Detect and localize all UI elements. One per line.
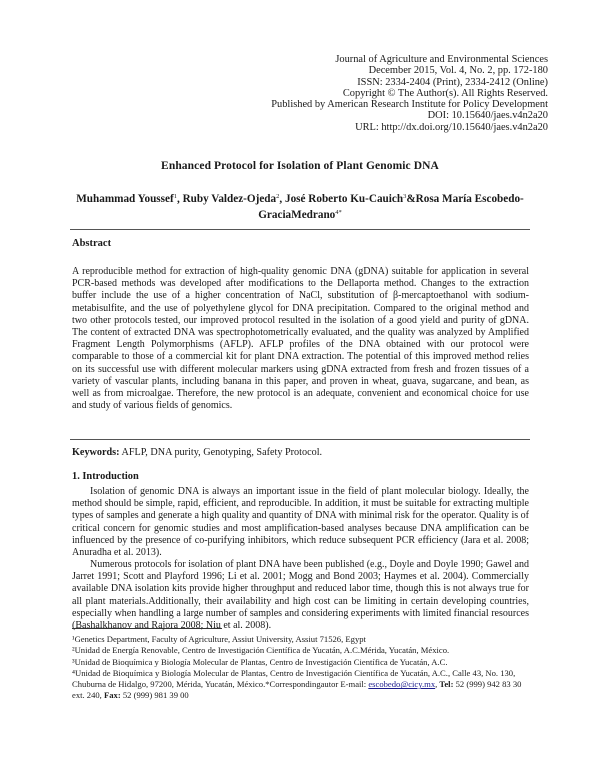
intro-paragraph-1: Isolation of genomic DNA is always an important issue in the field of plant molecular biology. Ideally, the method should be simple, rapid, efficient, and reproducible. In addition, it must be suitable for extracting multiple types of samples and generate a high quality and quantity of DNA with minimal risk for the operator. Quality is of critical concern for genomic studies and most amplification-based analyses because DNA amplification can be influenced by the presence of co-purifying inhibitors, which reduce subsequent PCR efficiency (Jara et al. 2008; Anuradha et al. 2013).: [72, 486, 529, 559]
fax-number: 52 (999) 981 39 00: [120, 690, 189, 701]
author-list: Muhammad Youssef$^1$, Ruby Valdez-Ojeda$^2$, José Roberto Ku-Cauich$^3$&Rosa María Escobedo-GraciaMedrano$^{4*}$: [76, 193, 524, 221]
footnote-1: ¹Genetics Department, Faculty of Agriculture, Assiut University, Assiut 71526, Egypt: [72, 634, 366, 644]
keywords-line: [72, 447, 322, 458]
footnote-text: Chuburna de Hidalgo, 97200, Mérida, Yucatán, México.*Correspondingautor E-mail:: [72, 679, 369, 690]
affiliation-marker: 2: [276, 193, 280, 200]
journal-issue: December 2015, Vol. 4, No. 2, pp. 172-180: [368, 65, 548, 77]
author-name: José Roberto Ku-Cauich: [284, 193, 404, 205]
author-name: Ruby Valdez-Ojeda: [182, 193, 277, 205]
affiliation-marker: 1: [173, 193, 177, 200]
doi-line: DOI: 10.15640/jaes.v4n2a20: [427, 110, 548, 122]
email-link[interactable]: escobedo@cicy.mx: [368, 679, 436, 690]
section-heading: 1. Introduction: [72, 471, 139, 482]
footnotes: [72, 634, 532, 702]
journal-issn: ISSN: 2334-2404 (Print), 2334-2412 (Online): [357, 76, 548, 88]
abstract-top-rule: [70, 229, 530, 230]
abstract-heading: Abstract: [72, 238, 112, 249]
footnote-4-line-1: ⁴Unidad de Bioquímica y Biología Molecular de Plantas, Centro de Investigación Científica de Yucatán, A.C., Calle 43, No. 130,: [72, 667, 516, 678]
footnote-text: ext. 240,: [72, 690, 104, 701]
intro-paragraph-2: Numerous protocols for isolation of plant DNA have been published (e.g., Doyle and Doyle 1990; Gawel and Jarret 1991; Scott and Playford 1996; Li et al. 2001; Mogg and Bond 2003; Haymes et al. 2004). Commercially available DNA isolation kits provide higher throughput and reduced labor time, though this is not always true for all plant materials.Additionally, their availability and high cost can be limiting in certain developing countries, especially when handling a large number of samples and considering experiments with limited financial resources (Bashalkhanov and Rajora 2008; Niu et al. 2008).: [72, 559, 529, 632]
footnote-text: ,: [435, 679, 440, 690]
fax-label: Fax:: [103, 690, 121, 701]
copyright-line: Copyright © The Author(s). All Rights Reserved.: [342, 87, 548, 99]
footnote-separator: [72, 628, 222, 629]
footnote-4-line-3: [72, 690, 532, 701]
paper-title: Enhanced Protocol for Isolation of Plant Genomic DNA: [161, 160, 439, 172]
journal-header: [271, 54, 548, 133]
affiliation-marker: 4*: [335, 209, 342, 216]
tel-number: 52 (999) 942 83 30: [453, 679, 522, 690]
footnote-2: ²Unidad de Energía Renovable, Centro de Investigación Científica de Yucatán, A.C.Mérida, Yucatán, México.: [72, 645, 450, 656]
footnote-4-line-2: [72, 679, 532, 690]
abstract-text: A reproducible method for extraction of high-quality genomic DNA (gDNA) suitable for application in several PCR-based methods was developed after modifications to the Dellaporta method. Changes to the extraction buffer include the use of a higher concentration of NaCl, substitution of β-mercaptoethanol with sodium-metabisulfite, and the use of polyethylene glycol for DNA precipitation. Compared to the original method and two other protocols tested, our improved protocol resulted in the isolation of a good yield and purity of gDNA. The content of extracted DNA was spectrophotometrically evaluated, and the quality was analyzed by Amplified Fragment Length Polymorphisms (AFLP). AFLP profiles of the DNA obtained with our protocol were comparable to those of a commercial kit for plant DNA extraction. The potential of this improved method relies on its successful use with different molecular markers using gDNA extracted from fresh and frozen tissues of a variety of vascular plants, including banana in this paper, and proven in wheat, guava, sugarcane, and bean, as well as from microalgae. Therefore, the new protocol is an adequate, convenient and economical choice for use and study of various fields of genomics.: [72, 266, 529, 412]
keywords-text: AFLP, DNA purity, Genotyping, Safety Protocol.: [121, 447, 323, 458]
keywords-label: Keywords:: [72, 447, 120, 458]
journal-name: Journal of Agriculture and Environmental Sciences: [335, 54, 548, 65]
author-name: Muhammad Youssef: [76, 193, 174, 205]
author-name: Rosa María Escobedo-GraciaMedrano: [258, 193, 524, 221]
footnote-3: ³Unidad de Bioquímica y Biología Molecular de Plantas, Centro de Investigación Científica de Yucatán, A.C.: [72, 656, 448, 667]
url-line: URL: http://dx.doi.org/10.15640/jaes.v4n2a20: [355, 121, 548, 133]
abstract-bottom-rule: [70, 439, 530, 440]
tel-label: Tel:: [439, 679, 454, 690]
publisher-line: Published by American Research Institute for Policy Development: [271, 99, 548, 111]
affiliation-marker: 3: [403, 193, 407, 200]
